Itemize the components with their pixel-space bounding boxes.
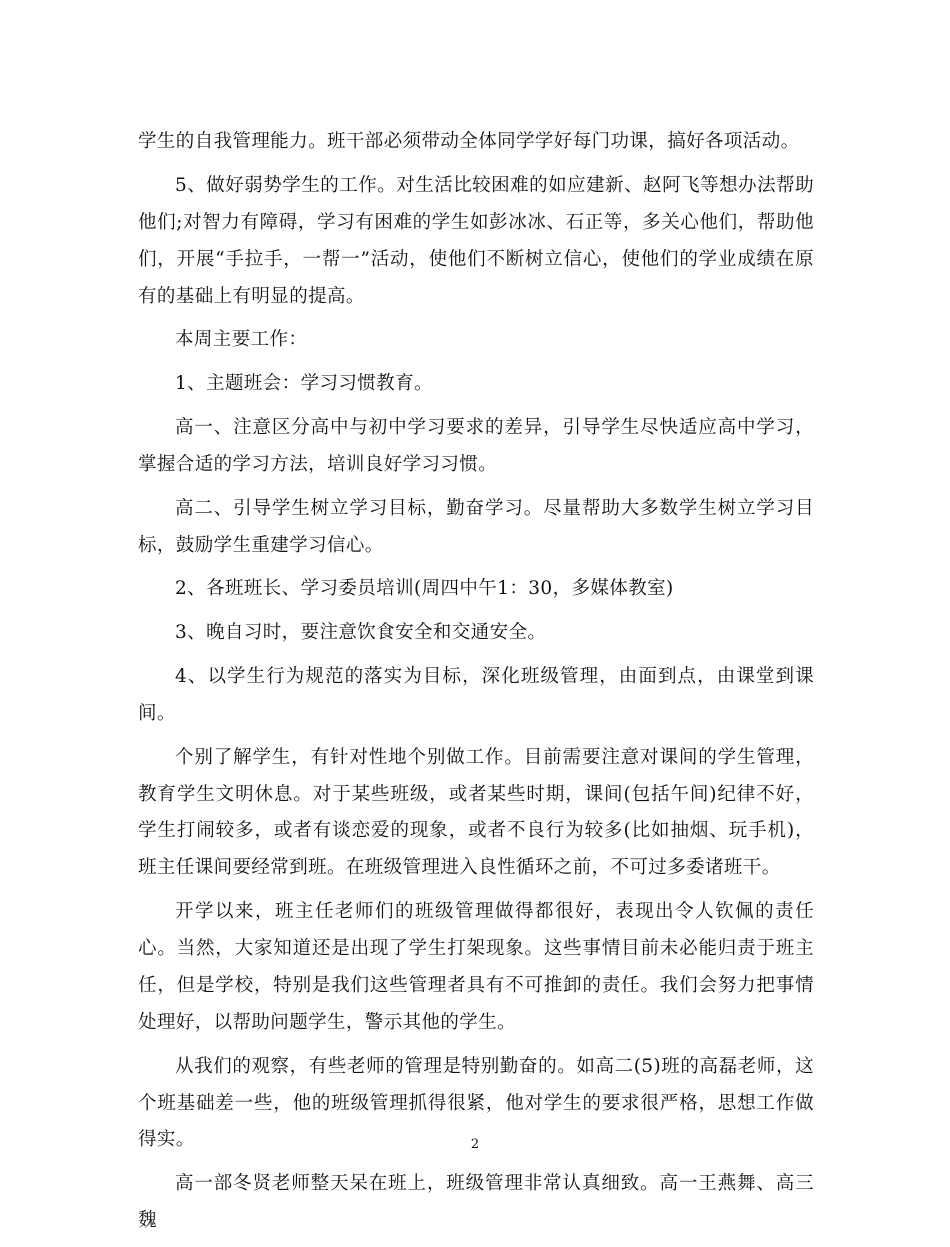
paragraph: 5、做好弱势学生的工作。对生活比较困难的如应建新、赵阿飞等想办法帮助他们;对智力有障碍，学习有困难的学生如彭冰冰、石正等，多关心他们，帮助他们，开展“手拉手，一帮一”活动，使他们不断树立信心，使他们的学业成绩在原有的基础上有明显的提高。 bbox=[138, 174, 814, 307]
paragraph: 2、各班班长、学习委员培训(周四中午1：30，多媒体教室) bbox=[175, 578, 674, 600]
paragraph: 高一部冬贤老师整天呆在班上，班级管理非常认真细致。高一王燕舞、高三魏 bbox=[138, 1173, 814, 1232]
paragraph: 从我们的观察，有些老师的管理是特别勤奋的。如高二(5)班的高磊老师，这个班基础差一些，他的班级管理抓得很紧，他对学生的要求很严格，思想工作做得实。 bbox=[138, 1055, 814, 1151]
paragraph: 学生的自我管理能力。班干部必须带动全体同学学好每门功课，搞好各项活动。 bbox=[138, 131, 800, 152]
paragraph: 高二、引导学生树立学习目标，勤奋学习。尽量帮助大多数学生树立学习目标，鼓励学生重建学习信心。 bbox=[138, 497, 814, 556]
paragraph: 个别了解学生，有针对性地个别做工作。目前需要注意对课间的学生管理，教育学生文明休息。对于某些班级，或者某些时期，课间(包括午间)纪律不好，学生打闹较多，或者有谈恋爱的现象，或者不良行为较多(比如抽烟、玩手机)，班主任课间要经常到班。在班级管理进入良性循环之前，不可过多委诸班干。 bbox=[138, 746, 814, 879]
paragraph: 1、主题班会：学习习惯教育。 bbox=[175, 373, 433, 395]
paragraph: 开学以来，班主任老师们的班级管理做得都很好，表现出令人钦佩的责任心。当然，大家知道还是出现了学生打架现象。这些事情目前未必能归责于班主任，但是学校，特别是我们这些管理者具有不可推卸的责任。我们会努力把事情处理好，以帮助问题学生，警示其他的学生。 bbox=[138, 901, 814, 1033]
page-number: 2 bbox=[470, 1137, 480, 1152]
body-text bbox=[138, 124, 814, 1247]
paragraph: 3、晚自习时，要注意饮食安全和交通安全。 bbox=[175, 622, 547, 644]
paragraph: 本周主要工作： bbox=[175, 329, 308, 351]
paragraph: 高一、注意区分高中与初中学习要求的差异，引导学生尽快适应高中学习，掌握合适的学习方法，培训良好学习习惯。 bbox=[138, 416, 814, 475]
paragraph: 4、以学生行为规范的落实为目标，深化班级管理，由面到点，由课堂到课间。 bbox=[138, 665, 814, 724]
